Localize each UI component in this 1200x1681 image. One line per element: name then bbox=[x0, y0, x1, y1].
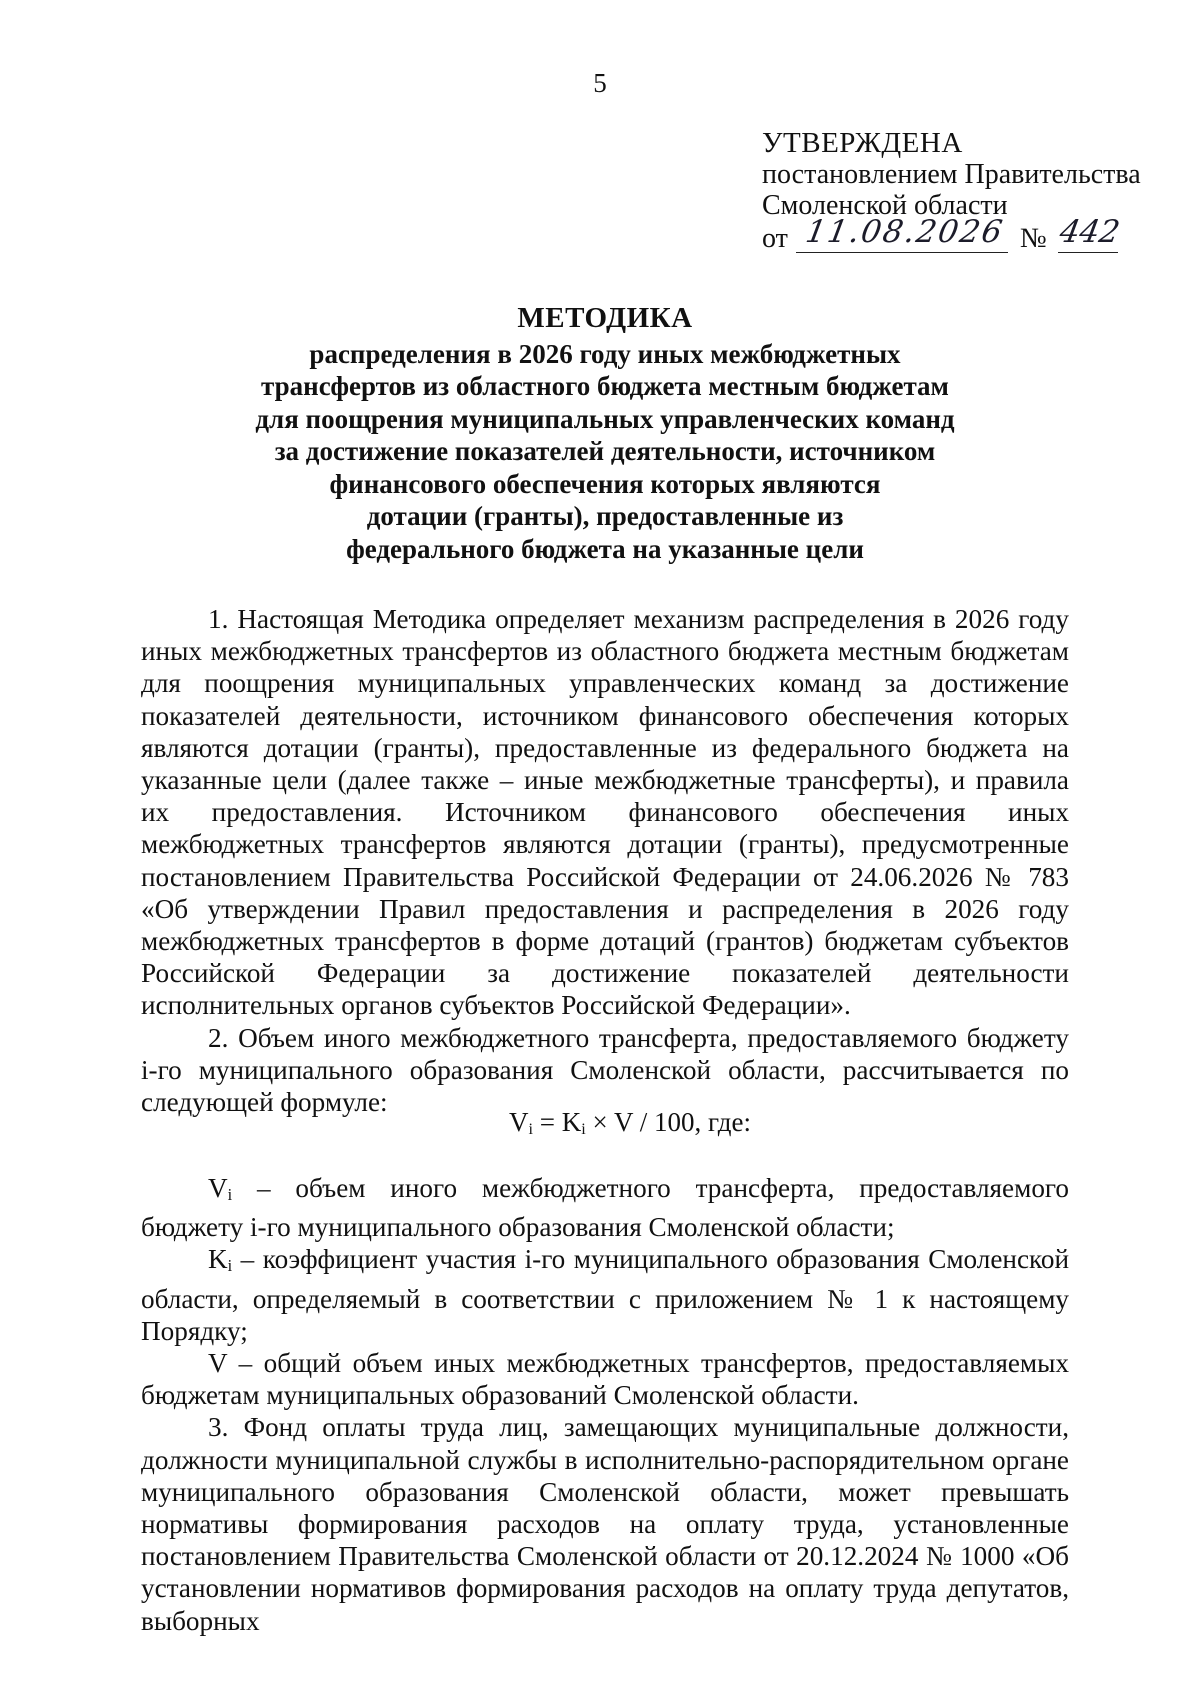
title-line: финансового обеспечения которых являются bbox=[329, 468, 881, 499]
def-v-sub: i bbox=[227, 1185, 233, 1204]
document-title-block bbox=[140, 302, 1070, 565]
approved-heading: УТВЕРЖДЕНА bbox=[762, 127, 963, 159]
formula-k: K bbox=[561, 1107, 582, 1137]
title-line: для поощрения муниципальных управленческих команд bbox=[255, 403, 955, 434]
def-v-text: – объем иного межбюджетного трансферта, предоставляемого бюджету i-го муниципального образования Смоленской области; bbox=[141, 1173, 1069, 1243]
formula-rest: × V / 100, где: bbox=[585, 1107, 751, 1137]
title-line: распределения в 2026 году иных межбюджетных bbox=[309, 338, 901, 369]
formula-v: V bbox=[509, 1107, 529, 1137]
body-section-2 bbox=[141, 1172, 1069, 1637]
def-k-text: – коэффициент участия i-го муниципального образования Смоленской области, определяемый в соответствии с приложением № 1 к настоящему Порядку; bbox=[141, 1244, 1069, 1346]
def-v-symbol: V bbox=[208, 1173, 228, 1203]
title-line: трансфертов из областного бюджета местным бюджетам bbox=[261, 371, 949, 401]
formula-eq: = bbox=[533, 1107, 562, 1137]
formula bbox=[0, 1107, 1200, 1139]
definition-v bbox=[141, 1172, 1069, 1243]
def-k-sub: i bbox=[227, 1256, 233, 1276]
number-label: № bbox=[1020, 223, 1047, 254]
paragraph-1: 1. Настоящая Методика определяет механизм распределения в 2026 году иных межбюджетных трансфертов из областного бюджета местным бюджетам для поощрения муниципальных управленческих команд за достижение показателей деятельности, источником финансового обеспечения которых являются дотации (гранты), предоставленные из федерального бюджета на указанные цели (далее также – иные межбюджетные трансферты), и правила их предоставления. Источником финансового обеспечения иных межбюджетных трансфертов являются дотации (гранты), предусмотренные постановлением Правительства Российской Федерации от 24.06.2026 № 783 «Об утверждении Правил предоставления и распределения в 2026 году межбюджетных трансфертов в форме дотаций (грантов) бюджетам субъектов Российской Федерации за достижение показателей деятельности исполнительных органов субъектов Российской Федерации». bbox=[141, 604, 1069, 1021]
date-underline bbox=[796, 252, 1008, 253]
definition-k bbox=[141, 1243, 1069, 1347]
approval-line-2: Смоленской области bbox=[762, 190, 1008, 221]
handwritten-date: 11.08.2026 bbox=[802, 214, 1007, 250]
number-underline bbox=[1058, 252, 1118, 253]
formula-sub-k: i bbox=[581, 1120, 586, 1138]
body-section-1 bbox=[141, 603, 1069, 1118]
from-label: от bbox=[762, 223, 788, 254]
approval-date-number-line bbox=[762, 214, 1182, 261]
title-line: федерального бюджета на указанные цели bbox=[346, 533, 864, 564]
approval-stamp-block bbox=[762, 128, 1182, 261]
definition-total: V – общий объем иных межбюджетных трансфертов, предоставляемых бюджетам муниципальных образований Смоленской области. bbox=[141, 1348, 1069, 1411]
title-line: дотации (гранты), предоставленные из bbox=[366, 501, 844, 531]
paragraph-2: 2. Объем иного межбюджетного трансферта, предоставляемого бюджету i-го муниципального образования Смоленской области, рассчитывается по следующей формуле: bbox=[141, 1022, 1069, 1118]
title-line: за достижение показателей деятельности, источником bbox=[274, 436, 936, 466]
approval-line-1: постановлением Правительства bbox=[762, 159, 1141, 190]
paragraph-3: 3. Фонд оплаты труда лиц, замещающих муниципальные должности, должности муниципальной службы в исполнительно-распорядительном органе муниципального образования Смоленской области, может превышать нормативы формирования расходов на оплату труда, установленные постановлением Правительства Смоленской области от 20.12.2024 № 1000 «Об установлении нормативов формирования расходов на оплату труда депутатов, выборных bbox=[141, 1412, 1069, 1636]
formula-sub-v: i bbox=[528, 1120, 534, 1138]
page-number: 5 bbox=[593, 68, 607, 98]
handwritten-number: 442 bbox=[1056, 214, 1123, 250]
def-k-symbol: K bbox=[208, 1244, 228, 1275]
document-title: МЕТОДИКА bbox=[517, 302, 693, 334]
